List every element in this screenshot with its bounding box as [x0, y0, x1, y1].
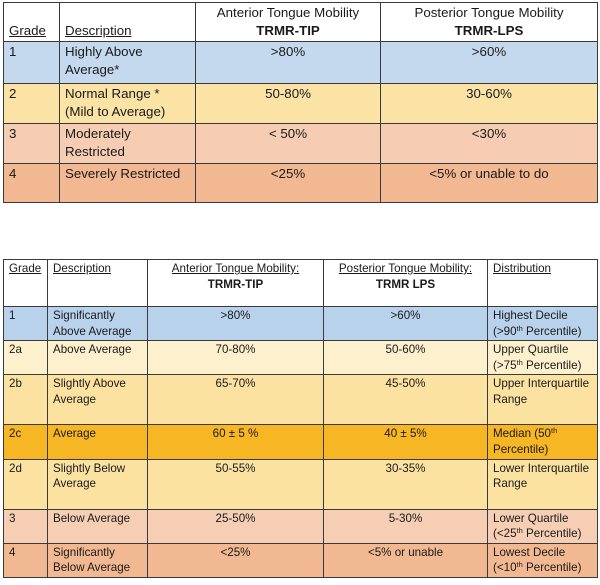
table2-cell-description: Below Average [48, 509, 148, 543]
table2-cell-description: Significantly Below Average [48, 543, 148, 577]
table2-cell-tip: 70-80% [148, 341, 324, 375]
table2-header-anterior: Anterior Tongue Mobility: TRMR-TIP [148, 260, 324, 307]
table2-cell-grade: 2a [4, 341, 48, 375]
table2-cell-grade: 1 [4, 307, 48, 341]
table1-cell-lps: 30-60% [381, 84, 598, 124]
table2-cell-tip: 25-50% [148, 509, 324, 543]
table1-header-grade: Grade [4, 3, 60, 42]
table1-cell-grade: 1 [4, 42, 60, 84]
table2-row [4, 459, 598, 509]
table2-cell-lps: 40 ± 5% [324, 425, 488, 459]
table2-cell-tip: <25% [148, 543, 324, 577]
table1-cell-description: Normal Range * (Mild to Average) [60, 84, 196, 124]
table1-cell-tip: < 50% [196, 124, 381, 164]
table2-row [4, 509, 598, 543]
table2-cell-description: Significantly Above Average [48, 307, 148, 341]
table2-cell-distribution: Lower Interquartile Range [488, 459, 598, 509]
table1-row [4, 164, 598, 203]
table1-row [4, 124, 598, 164]
table1-cell-tip: >80% [196, 42, 381, 84]
table2-cell-lps: 45-50% [324, 375, 488, 425]
table1-cell-description: Highly Above Average* [60, 42, 196, 84]
table2-header-distribution: Distribution [488, 260, 598, 307]
table2-cell-grade: 2d [4, 459, 48, 509]
table2-cell-description: Average [48, 425, 148, 459]
table1-cell-description: Severely Restricted [60, 164, 196, 203]
table1-header-row [4, 3, 598, 42]
tongue-mobility-table-1 [3, 2, 598, 203]
table2-cell-description: Slightly Below Average [48, 459, 148, 509]
table2-header-grade: Grade [4, 260, 48, 307]
table2-cell-distribution: Highest Decile (>90th Percentile) [488, 307, 598, 341]
table1-cell-tip: <25% [196, 164, 381, 203]
table2-cell-grade: 2c [4, 425, 48, 459]
table1-cell-tip: 50-80% [196, 84, 381, 124]
table2-header-description: Description [48, 260, 148, 307]
table2-cell-grade: 3 [4, 509, 48, 543]
table2-cell-distribution: Lower Quartile (<25th Percentile) [488, 509, 598, 543]
table1-header-description: Description [60, 3, 196, 42]
table2-row [4, 375, 598, 425]
table1-row [4, 84, 598, 124]
table2-cell-tip: >80% [148, 307, 324, 341]
table2-cell-tip: 65-70% [148, 375, 324, 425]
table1-row [4, 42, 598, 84]
table2-row [4, 543, 598, 577]
table2-cell-description: Slightly Above Average [48, 375, 148, 425]
table2-cell-description: Above Average [48, 341, 148, 375]
table2-cell-distribution: Upper Interquartile Range [488, 375, 598, 425]
table2-row [4, 307, 598, 341]
table1-header-anterior: Anterior Tongue Mobility TRMR-TIP [196, 3, 381, 42]
table1-cell-grade: 2 [4, 84, 60, 124]
table1-cell-lps: <5% or unable to do [381, 164, 598, 203]
table2-cell-tip: 60 ± 5 % [148, 425, 324, 459]
table1-cell-grade: 3 [4, 124, 60, 164]
tongue-mobility-table-2 [3, 259, 598, 578]
table1-header-posterior: Posterior Tongue Mobility TRMR-LPS [381, 3, 598, 42]
table2-cell-lps: 30-35% [324, 459, 488, 509]
table2-cell-distribution: Median (50th Percentile) [488, 425, 598, 459]
table1-cell-lps: >60% [381, 42, 598, 84]
table2-row [4, 341, 598, 375]
table2-row [4, 425, 598, 459]
table2-cell-grade: 4 [4, 543, 48, 577]
table2-cell-lps: 5-30% [324, 509, 488, 543]
table2-cell-distribution: Upper Quartile (>75th Percentile) [488, 341, 598, 375]
table1-cell-lps: <30% [381, 124, 598, 164]
table2-cell-tip: 50-55% [148, 459, 324, 509]
table1-cell-description: Moderately Restricted [60, 124, 196, 164]
table2-cell-lps: >60% [324, 307, 488, 341]
table2-header-row [4, 260, 598, 307]
table2-cell-lps: <5% or unable [324, 543, 488, 577]
table2-cell-distribution: Lowest Decile (<10th Percentile) [488, 543, 598, 577]
table2-header-posterior: Posterior Tongue Mobility: TRMR LPS [324, 260, 488, 307]
table1-cell-grade: 4 [4, 164, 60, 203]
table2-cell-grade: 2b [4, 375, 48, 425]
table2-cell-lps: 50-60% [324, 341, 488, 375]
